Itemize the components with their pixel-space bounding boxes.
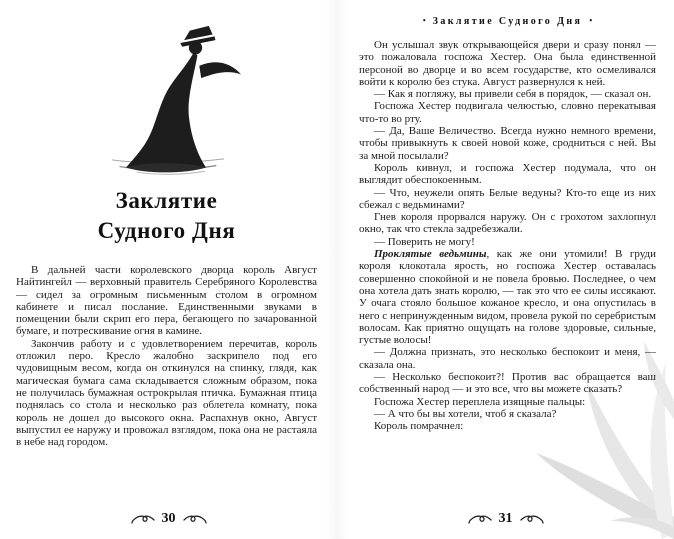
- paragraph: — Поверить не могу!: [374, 235, 475, 248]
- page-number: 30: [161, 511, 176, 526]
- chapter-title-line1: Заклятие: [115, 188, 218, 213]
- flourish-ornament-icon: [183, 514, 207, 525]
- paragraph: Госпожа Хестер переплела изящные пальцы:: [374, 395, 586, 408]
- witch-illustration-icon: [72, 24, 262, 176]
- chapter-title-line2: Судного Дня: [97, 218, 236, 243]
- left-body-text: [16, 264, 317, 448]
- italic-lead-text: Проклятые ведьмины: [374, 248, 487, 261]
- paragraph: Король помрачнел:: [374, 420, 464, 433]
- paragraph: В дальней части королевского дворца король Август Найтингейл — верховный правитель Серебряного Королевства — сидел за огромным письменным столом в огромном кабинете и писал послание. Единственными звуками в помещении были скрип его пера, бегающего по зачарованной бумаге, и потрескивание огня в камине.: [16, 264, 317, 338]
- running-header-text: Заклятие Судного Дня: [432, 16, 583, 27]
- header-bullet-icon: •: [422, 16, 426, 25]
- paragraph: — Несколько беспокоит?! Против вас обращается ваш собственный народ — и это все, что вы можете сказать?: [359, 371, 656, 396]
- chapter-title: [16, 186, 317, 246]
- paragraph: — Как я погляжу, вы привели себя в порядок, — сказал он.: [374, 88, 652, 101]
- right-page: [337, 0, 674, 539]
- paragraph-rest-text: , как же они утомили! В груди короля клокотала ярость, но госпожа Хестер оставалась совершенно спокойной и не повела бровью. Последнее, о чем она хотела дать знать королю, — так это что ее силы иссякают. У очага стояло большое кожаное кресло, и она опустилась в него с непринужденным видом, провела рукой по серебристым волосам. Как приятно ощущать на голове здоровые, сильные, густые волосы!: [359, 248, 656, 347]
- header-bullet-icon: •: [589, 16, 593, 25]
- flourish-ornament-icon: [468, 514, 492, 525]
- paragraph: Гнев короля прорвался наружу. Он с грохотом захлопнул окно, так что стекла задребезжали.: [359, 211, 656, 236]
- right-page-footer: [337, 511, 674, 527]
- flourish-ornament-icon: [520, 514, 544, 525]
- chapter-illustration: [16, 18, 317, 176]
- paragraph: — Должна признать, это несколько беспокоит и меня, — сказала она.: [359, 346, 656, 371]
- left-page-footer: [0, 511, 337, 527]
- paragraph: Закончив работу и с удовлетворением перечитав, король отложил перо. Кресло жалобно заскрипело под его чудовищным весом, когда он откинулся на спинку, глядя, как магическая бумага сама складывается сложным образом, пока не получилась бумажная острокрылая птичка. Бумажная птица поднялась со стола и несколько раз облетела комнату, пока король не дошел до высокого окна. Распахнув окно, Август выпустил ее наружу и провожал взглядом, пока она не растаяла в небе над городом.: [16, 337, 317, 449]
- paragraph: [359, 248, 656, 346]
- page-number: 31: [498, 511, 513, 526]
- paragraph: Госпожа Хестер подвигала челюстью, словно перекатывая что-то во рту.: [359, 100, 656, 125]
- paragraph: — Что, неужели опять Белые ведуны? Кто-то еще из них сбежал с ведьминами?: [359, 186, 656, 211]
- paragraph: Король кивнул, и госпожа Хестер подумала, что он выглядит обеспокоенным.: [359, 161, 656, 187]
- right-body-text: [359, 39, 656, 433]
- flourish-ornament-icon: [131, 514, 155, 525]
- paragraph: Он услышал звук открывающейся двери и сразу понял — это пожаловала госпожа Хестер. Она была единственной персоной во дворце и во всем государстве, кто осмеливался войти к королю без стука. Август развернулся к ней.: [359, 39, 656, 88]
- running-header: [359, 16, 656, 27]
- paragraph: — Да, Ваше Величество. Всегда нужно немного времени, чтобы привыкнуть к своей новой коже, сродниться с ней. Вы за мной посылали?: [359, 125, 656, 162]
- paragraph: — А что бы вы хотели, чтоб я сказала?: [374, 407, 557, 420]
